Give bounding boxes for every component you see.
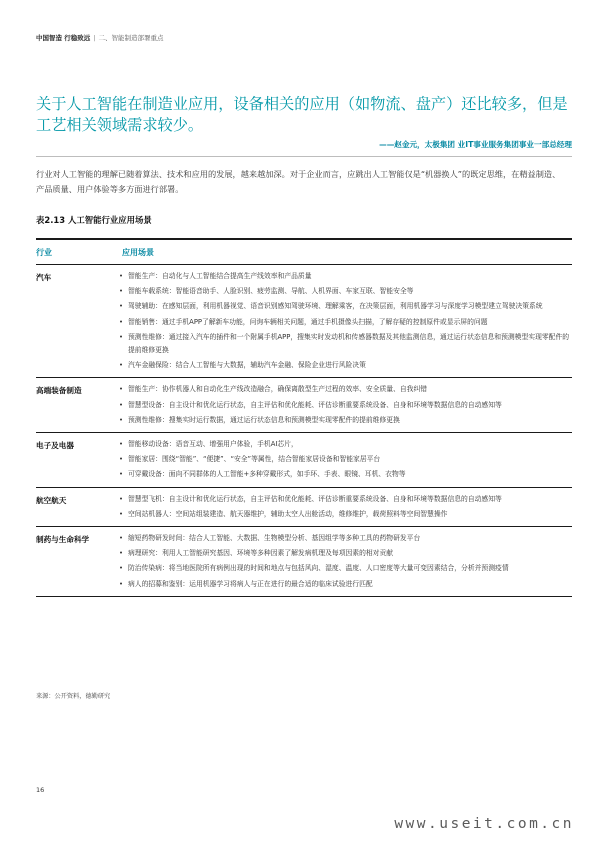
page-number: 16 (36, 786, 45, 794)
header-scenarios: 应用场景 (122, 247, 154, 257)
table-row (36, 527, 572, 597)
list-item: • 智能生产：自动化与人工智能结合提高生产线效率和产品质量 (116, 270, 572, 283)
industry-label: 高端装备制造 (36, 386, 82, 396)
scenario-list (116, 532, 572, 593)
source-note: 来源：公开资料，德勤研究 (36, 693, 111, 700)
quote-attribution: ——赵金元，太极集团 业IT事业服务集团事业一部总经理 (379, 140, 572, 149)
list-item: • 驾驶辅助：在感知层面，利用机器视觉、语音识别感知驾驶环境、理解乘客，在决策层面，利用机器学习与深度学习模型建立驾驶决策系统 (116, 300, 572, 313)
table-row (36, 378, 572, 433)
list-item: • 智慧型飞机：自主设计和优化运行状态，自主评估和优化能耗、评估诊断重要系统设备、自身和环境等数据信息的自动感知等 (116, 493, 572, 506)
pull-quote: 关于人工智能在制造业应用，设备相关的应用（如物流、盘产）还比较多，但是工艺相关领域需求较少。 (36, 95, 568, 134)
list-item: • 智能销售：通过手机APP了解新车功能，问询车辆相关问题，通过手机摄像头扫描，了解存疑的控制原件或显示屏的问题 (116, 316, 572, 329)
scenario-list (116, 383, 572, 429)
list-item: • 预测性维修：通过接入汽车的插件和一个附属手机APP，搜集实时发动机和传感器数据及其他监测信息，通过运行状态信息和预测模型实现零配件的提前维修更换 (116, 331, 572, 357)
table-row (36, 488, 572, 527)
header-brand: 中国智造 行稳致远 (36, 34, 91, 42)
list-item: • 缩短药物研发时间：结合人工智能、大数据、生物模型分析、基因组学等多种工具的药物研发平台 (116, 532, 572, 545)
list-item: • 病理研究：利用人工智能研究基因、环境等多种因素了解发病机理及每项因素的相对贡献 (116, 547, 572, 560)
running-header (36, 33, 163, 42)
industry-table (36, 238, 572, 597)
list-item: • 智能家居：围绕“智能”、“便捷”、“安全”等属性，结合智能家居设备和智能家居平台 (116, 453, 572, 466)
list-item: • 智能生产：协作机器人和自动化生产线改造融合，确保离散型生产过程的效率、安全质量、自我纠错 (116, 383, 572, 396)
list-item: • 智能移动设备：语音互动、增强用户体验，手机AI芯片， (116, 438, 572, 451)
scenario-list (116, 493, 572, 523)
table-row (36, 433, 572, 488)
scenario-list (116, 438, 572, 484)
header-section: 二、智能制造部署重点 (98, 34, 164, 42)
industry-label: 电子及电器 (36, 441, 74, 451)
list-item: • 智能车载系统：智能语音助手、人脸识别、疲劳监测、导航、人机界面、车家互联、智能安全等 (116, 285, 572, 298)
industry-label: 汽车 (36, 273, 52, 282)
divider (36, 156, 572, 157)
list-item: • 预测性维修：搜集实时运行数据，通过运行状态信息和预测模型实现零配件的提前维修更换 (116, 414, 572, 427)
industry-label: 航空航天 (36, 495, 67, 505)
header-industry: 行业 (36, 247, 52, 257)
list-item: • 汽车金融保险：结合人工智能与大数据，辅助汽车金融、保险企业进行风险决策 (116, 359, 572, 372)
header-separator: | (93, 34, 96, 42)
list-item: • 智慧型设备：自主设计和优化运行状态，自主评估和优化能耗、评估诊断重要系统设备、自身和环境等数据信息的自动感知等 (116, 399, 572, 412)
intro-paragraph: 行业对人工智能的理解已随着算法、技术和应用的发展，越来越加深。对于企业而言，应跳出人工智能仅是“机器换人”的既定思维，在精益制造、产品质量、用户体验等多方面进行部署。 (36, 169, 561, 194)
list-item: • 空间站机器人：空间站组装建造、航天器维护，辅助太空人出舱活动，维修维护，载荷照料等空间智慧操作 (116, 508, 572, 521)
list-item: • 病人的招募和鉴别：运用机器学习将病人与正在进行的最合适的临床试验进行匹配 (116, 578, 572, 591)
table-header (36, 238, 572, 265)
list-item: • 可穿戴设备：面向不同群体的人工智能+多种穿戴形式，如手环、手表、眼镜、耳机、衣物等 (116, 468, 572, 481)
industry-label: 制药与生命科学 (36, 535, 90, 545)
table-row (36, 265, 572, 378)
table-title: 表2.13 人工智能行业应用场景 (36, 215, 152, 225)
scenario-list (116, 270, 572, 374)
watermark: www.useit.com.cn (394, 816, 574, 832)
list-item: • 防治传染病：将当地医院所有病例出现的时间和地点与包括风向、湿度、温度、人口密度等大量可变因素结合，分析并预测疫情 (116, 562, 572, 575)
